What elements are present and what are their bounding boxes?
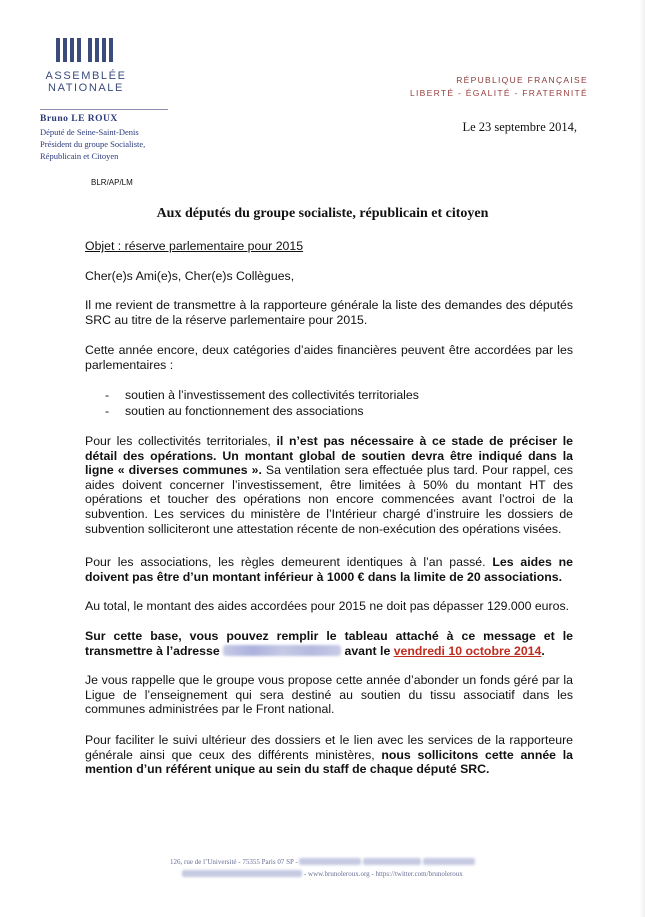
republic-motto: LIBERTÉ - ÉGALITÉ - FRATERNITÉ bbox=[409, 88, 588, 98]
paragraph-categories: Cette année encore, deux catégories d’aides financières peuvent être accordées par les parlementaires : bbox=[85, 343, 573, 372]
text-span: Pour les associations, les règles demeurent identiques à l’an passé. bbox=[85, 555, 493, 569]
paragraph-total: Au total, le montant des aides accordées pour 2015 ne doit pas dépasser 129.000 euros. bbox=[85, 599, 570, 613]
emphasis-text: il n’est pas nécessaire à ce stade de préciser le détail des opérations. Un montant global de soutien devra être indiqué dans la ligne « diverses communes ». bbox=[85, 434, 573, 478]
letter-date: Le 23 septembre 2014, bbox=[462, 120, 577, 134]
letter-subject: Objet : réserve parlementaire pour 2015 bbox=[85, 239, 304, 253]
bullet-dash: - bbox=[105, 388, 110, 402]
paragraph-collectivites bbox=[85, 434, 573, 536]
list-item-text: soutien à l’investissement des collectivités territoriales bbox=[125, 388, 419, 402]
list-item bbox=[105, 388, 419, 402]
text-span: Sa ventilation sera effectuée plus tard. Pour rappel, ces aides doivent concerner l’investissement, être limitées à 50% du montant HT des opérations et toucher des opérations non encore commencées avant l’octroi de la subvention. Les services du ministère de l’Intérieur chargé d’instruire les dossiers de subvention solliciteront une attestation récente de non-exécution des opérations visées. bbox=[85, 463, 573, 536]
republic-title: RÉPUBLIQUE FRANÇAISE bbox=[456, 75, 588, 85]
redacted-number bbox=[423, 858, 475, 865]
letter-greeting: Cher(e)s Ami(e)s, Cher(e)s Collègues, bbox=[85, 269, 295, 283]
footer-text: 126, rue de l’Université - 75355 Paris 07 SP - bbox=[170, 858, 298, 866]
deadline-date: vendredi 10 octobre 2014 bbox=[393, 643, 542, 658]
redacted-email bbox=[182, 870, 302, 877]
list-item-text: soutien au fonctionnement des associations bbox=[125, 404, 364, 418]
scan-edge bbox=[639, 0, 645, 917]
sender-role-line3: Républicain et Citoyen bbox=[40, 151, 119, 161]
text-span: Pour les collectivités territoriales, bbox=[85, 434, 277, 448]
paragraph-intro: Il me revient de transmettre à la rapporteure générale la liste des demandes des députés SRC au titre de la réserve parlementaire pour 2015. bbox=[85, 298, 573, 327]
sender-divider bbox=[40, 109, 168, 110]
paragraph-referent bbox=[85, 733, 573, 777]
emphasis-text: Sur cette base, vous pouvez remplir le tableau attaché à ce message et le transmettre à l’adresse bbox=[85, 629, 573, 658]
sender-name: Bruno LE ROUX bbox=[40, 114, 118, 124]
emphasis-text: Les aides ne doivent pas être d’un montant inférieur à 1000 € dans la limite de 20 associations. bbox=[85, 555, 574, 584]
paragraph-fonds: Je vous rappelle que le groupe vous propose cette année d’abonder un fonds géré par la Ligue de l’enseignement qui sera destiné au soutien du tissu associatif dans les communes administrées par le Front national. bbox=[85, 673, 573, 717]
footer-address bbox=[0, 858, 645, 866]
sender-role-line1: Député de Seine-Saint-Denis bbox=[40, 127, 139, 137]
footer-links bbox=[0, 870, 645, 878]
letter-reference: BLR/AP/LM bbox=[91, 178, 133, 187]
footer-text: - www.brunoleroux.org - https://twitter.com/brunoleroux bbox=[303, 870, 463, 878]
letter-heading: Aux députés du groupe socialiste, républicain et citoyen bbox=[156, 206, 489, 221]
bullet-dash: - bbox=[105, 404, 110, 418]
text-span: Pour faciliter le suivi ultérieur des dossiers et le lien avec les services de la rapporteure générale ainsi que ceux des différents ministères, bbox=[85, 733, 573, 762]
assemblee-nationale-logo-icon bbox=[50, 34, 120, 64]
redacted-fax bbox=[363, 858, 421, 865]
emphasis-text: avant le bbox=[341, 643, 394, 658]
list-item bbox=[105, 404, 364, 418]
redacted-phone bbox=[299, 858, 361, 865]
emphasis-text: nous sollicitons cette année la mention d’un référent unique au sein du staff de chaque député SRC. bbox=[85, 747, 573, 777]
logo-text-assemblee: ASSEMBLÉE bbox=[45, 70, 127, 82]
redacted-email bbox=[223, 645, 341, 656]
sender-role-line2: Président du groupe Socialiste, bbox=[40, 139, 146, 149]
logo-text-nationale: NATIONALE bbox=[48, 82, 124, 94]
paragraph-instructions bbox=[85, 629, 573, 658]
paragraph-associations bbox=[85, 555, 573, 584]
emphasis-text: . bbox=[541, 643, 545, 658]
